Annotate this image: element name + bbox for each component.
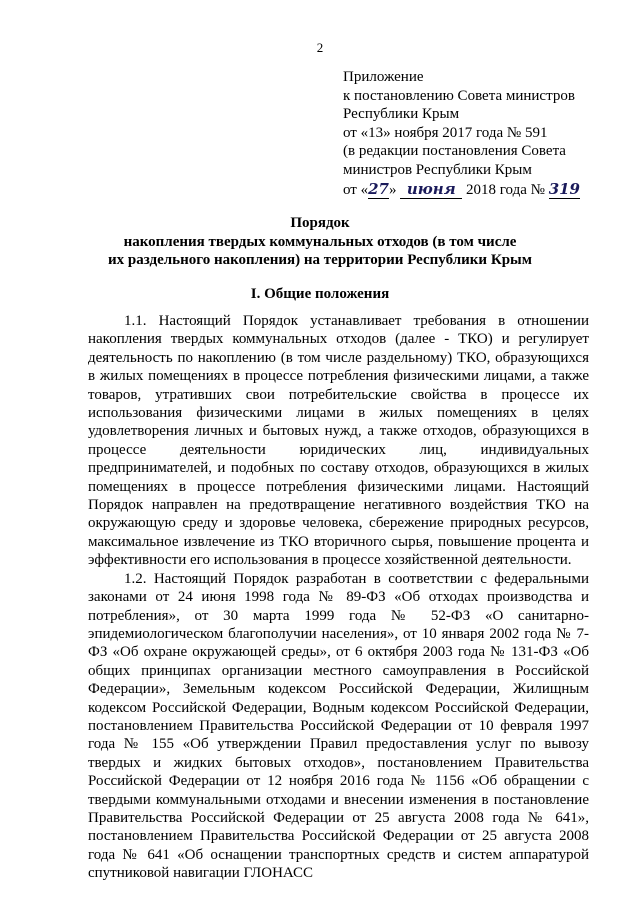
appendix-line: (в редакции постановления Совета bbox=[343, 143, 566, 160]
appendix-line: Республики Крым bbox=[343, 106, 460, 123]
title-line: их раздельного накопления) на территории Республики Крым bbox=[108, 252, 532, 268]
appendix-line: к постановлению Совета министров bbox=[343, 87, 575, 104]
date-mid: » bbox=[388, 181, 401, 198]
paragraph: 1.2. Настоящий Порядок разработан в соответствии с федеральными законами от 24 июня 1998 года № 89-ФЗ «Об отходах производства и потребления», от 30 марта 1999 года № 52-ФЗ «О санитарно-эпидемиологическом благополучии населения», от 10 января 2002 года № 7-ФЗ «Об охране окружающей среды», от 6 октября 2003 года № 131-ФЗ «Об общих принципах организации местного самоуправления в Российской Федерации», Земельным кодексом Российской Федерации, Жилищным кодексом Российской Федерации, Водным кодексом Российской Федерации, постановлением Правительства Российской Федерации от 10 февраля 1997 года № 155 «Об утверждении Правил предоставления услуг по вывозу твердых и жидких бытовых отходов», постановлением Правительства Российской Федерации от 12 ноября 2016 года № 1156 «Об обращении с твердыми коммунальными отходами и внесении изменения в постановление Правительства Российской Федерации от 25 августа 2008 года № 641», постановлением Правительства Российской Федерации от 25 августа 2008 года № 641 «Об оснащении транспортных средств и систем аппаратурой спутниковой навигации ГЛОНАСС bbox=[88, 570, 589, 882]
title-line: накопления твердых коммунальных отходов (в том числе bbox=[123, 233, 517, 250]
appendix-amendment-date-line bbox=[343, 180, 580, 200]
document-body bbox=[88, 312, 589, 883]
handwritten-number: 319 bbox=[548, 179, 580, 198]
appendix-block bbox=[343, 68, 580, 199]
appendix-line: Приложение bbox=[343, 69, 424, 85]
title-line: Порядок bbox=[290, 215, 350, 231]
date-suffix: 2018 года № bbox=[462, 181, 549, 198]
section-heading: I. Общие положения bbox=[250, 286, 390, 302]
date-prefix: от « bbox=[343, 181, 369, 198]
page-number: 2 bbox=[316, 40, 324, 55]
appendix-line: министров Республики Крым bbox=[343, 161, 532, 178]
handwritten-day: 27 bbox=[368, 179, 389, 198]
document-title bbox=[90, 214, 550, 270]
appendix-line: от «13» ноября 2017 года № 591 bbox=[343, 124, 548, 141]
paragraph: 1.1. Настоящий Порядок устанавливает требования в отношении накопления твердых коммунальных отходов (далее - ТКО) и регулирует деятельность по накоплению (в том числе раздельному) ТКО, образующихся в жилых помещениях в процессе потребления физическими лицами, а также товаров, утративших свои потребительские свойства в процессе их использования физическими лицами в жилых помещениях в целях удовлетворения личных и бытовых нужд, а также отходов, образующихся в процессе деятельности юридических лиц, индивидуальных предпринимателей, и подобных по составу отходов, образующихся в жилых помещениях в процессе потребления физическими лицами. Настоящий Порядок направлен на предотвращение негативного воздействия ТКО на окружающую среду и здоровье человека, сбережение природных ресурсов, максимальное извлечение из ТКО вторичного сырья, повышение процента и эффективности его использования в процессе хозяйственной деятельности. bbox=[88, 313, 589, 569]
handwritten-month: июня bbox=[400, 180, 462, 200]
